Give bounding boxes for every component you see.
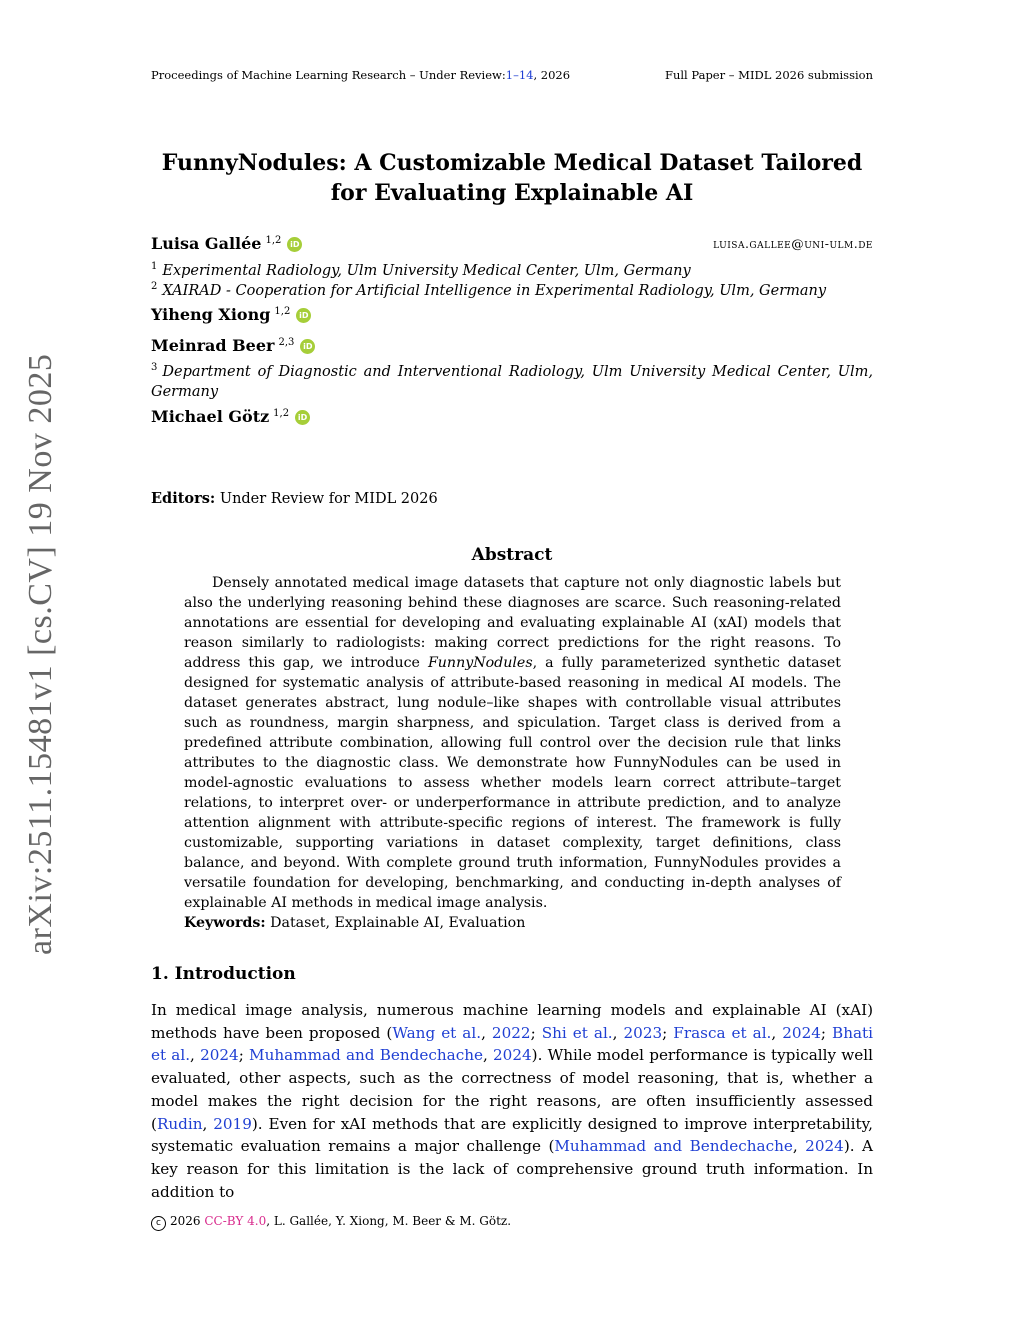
citation-year-link[interactable]: 2023 xyxy=(623,1023,663,1042)
orcid-icon[interactable]: iD xyxy=(295,410,310,425)
affiliation-2: $^2$ XAIRAD - Cooperation for Artificial Intelligence in Experimental Radiology, Ulm, Germany xyxy=(151,281,827,299)
orcid-icon[interactable]: iD xyxy=(287,237,302,252)
author-affiliation-marks: 1,2 xyxy=(273,407,290,419)
arxiv-identifier[interactable]: arXiv:2511.15481v1 [cs.CV] 19 Nov 2025 xyxy=(22,353,59,955)
keywords-line xyxy=(184,915,525,931)
paper-title: FunnyNodules: A Customizable Medical Dataset Tailored for Evaluating Explainable AI xyxy=(161,150,863,206)
citation-year-link[interactable]: 2019 xyxy=(213,1114,252,1133)
author-affiliation-marks: 2,3 xyxy=(278,336,295,348)
running-head-left: Proceedings of Machine Learning Research – Under Review:1–14, 2026 xyxy=(151,68,571,82)
abstract-body: Densely annotated medical image datasets that capture not only diagnostic labels but also the underlying reasoning behind these diagnoses are scarce. Such reasoning-related annotations are essential for developing and evaluating explainable AI (xAI) models that reason similarly to radiologists: making correct predictions for the right reasons. To address this gap, we introduce FunnyNodules, a fully parameterized synthetic dataset designed for systematic analysis of attribute-based reasoning in medical AI models. The dataset generates abstract, lung nodule–like shapes with controllable visual attributes such as roundness, margin sharpness, and spiculation. Target class is derived from a predefined attribute combination, allowing full control over the decision rule that links attributes to the diagnostic class. We demonstrate how FunnyNodules can be used in model-agnostic evaluations to assess whether models learn correct attribute–target relations, to interpret over- or underperformance in attribute prediction, and to analyze attention alignment with attribute-specific regions of interest. The framework is fully customizable, supporting variations in dataset complexity, target definitions, class balance, and beyond. With complete ground truth information, FunnyNodules provides a versatile foundation for developing, benchmarking, and conducting in-depth analyses of explainable AI methods in medical image analysis. xyxy=(184,575,841,911)
running-head xyxy=(151,68,873,82)
author-name: Yiheng Xiong xyxy=(151,305,271,324)
abstract-heading: Abstract xyxy=(471,545,553,565)
license-link[interactable]: CC-BY 4.0 xyxy=(204,1214,267,1228)
author-affiliation-marks: 1,2 xyxy=(274,305,291,317)
citation-link[interactable]: Rudin xyxy=(156,1114,203,1133)
citation-year-link[interactable]: 2024 xyxy=(493,1046,532,1065)
affiliation-1: $^1$ Experimental Radiology, Ulm University Medical Center, Ulm, Germany xyxy=(151,261,691,279)
introduction-body: In medical image analysis, numerous machine learning models and explainable AI (xAI) methods have been proposed (Wang et al., 2022; Shi et al., 2023; Frasca et al., 2024; Bhati et al., 2024; Muhammad and Bendechache, 2024). While model performance is typically well evaluated, other aspects, such as the correctness of model reasoning, that is, whether a model makes the right decision for the right reasons, are often insufficiently assessed (Rudin, 2019). Even for xAI methods that are explicitly designed to improve interpretability, systematic evaluation remains a major challenge (Muhammad and Bendechache, 2024). A key reason for this limitation is the lack of comprehensive ground truth information. In addition to xyxy=(151,1001,874,1201)
orcid-icon[interactable]: iD xyxy=(296,308,311,323)
citation-year-link[interactable]: 2022 xyxy=(491,1023,531,1042)
page-range-link[interactable]: 1–14 xyxy=(505,68,534,82)
citation-link[interactable]: Bhati et al. xyxy=(151,1023,874,1065)
running-head-right: Full Paper – MIDL 2026 submission xyxy=(664,68,873,82)
author-block-3 xyxy=(151,336,873,355)
editors-label: Editors: xyxy=(151,490,216,507)
dataset-name-emphasis: FunnyNodules xyxy=(427,655,533,671)
keywords-value: Dataset, Explainable AI, Evaluation xyxy=(270,915,526,931)
citation-link[interactable]: Shi et al. xyxy=(541,1023,613,1042)
orcid-icon[interactable]: iD xyxy=(300,339,315,354)
author-name: Meinrad Beer xyxy=(151,336,275,355)
author-block-4 xyxy=(151,407,873,426)
keywords-label: Keywords: xyxy=(184,915,266,931)
citation-link[interactable]: Muhammad and Bendechache xyxy=(554,1137,793,1156)
author-name: Luisa Gallée xyxy=(151,234,262,253)
copyright-footer: c 2026 CC-BY 4.0, L. Gallée, Y. Xiong, M. Beer & M. Götz. xyxy=(151,1214,511,1231)
citation-link[interactable]: Muhammad and Bendechache xyxy=(249,1046,483,1065)
citation-link[interactable]: Frasca et al. xyxy=(673,1023,772,1042)
author-email[interactable]: luisa.gallee@uni-ulm.de xyxy=(713,236,873,251)
editors-value: Under Review for MIDL 2026 xyxy=(219,491,438,507)
copyright-icon: c xyxy=(151,1216,166,1231)
citation-year-link[interactable]: 2024 xyxy=(200,1046,239,1065)
author-block-2 xyxy=(151,305,873,324)
editors-line xyxy=(151,490,438,507)
affiliation-3: $^3$ Department of Diagnostic and Interventional Radiology, Ulm University Medical Center, Ulm, Germany xyxy=(151,362,873,400)
citation-link[interactable]: Wang et al. xyxy=(392,1023,482,1042)
citation-year-link[interactable]: 2024 xyxy=(805,1137,844,1156)
section-heading-introduction: 1. Introduction xyxy=(151,964,296,984)
citation-year-link[interactable]: 2024 xyxy=(782,1023,821,1042)
author-name: Michael Götz xyxy=(151,407,270,426)
author-block-1 xyxy=(151,234,873,253)
author-affiliation-marks: 1,2 xyxy=(265,234,282,246)
